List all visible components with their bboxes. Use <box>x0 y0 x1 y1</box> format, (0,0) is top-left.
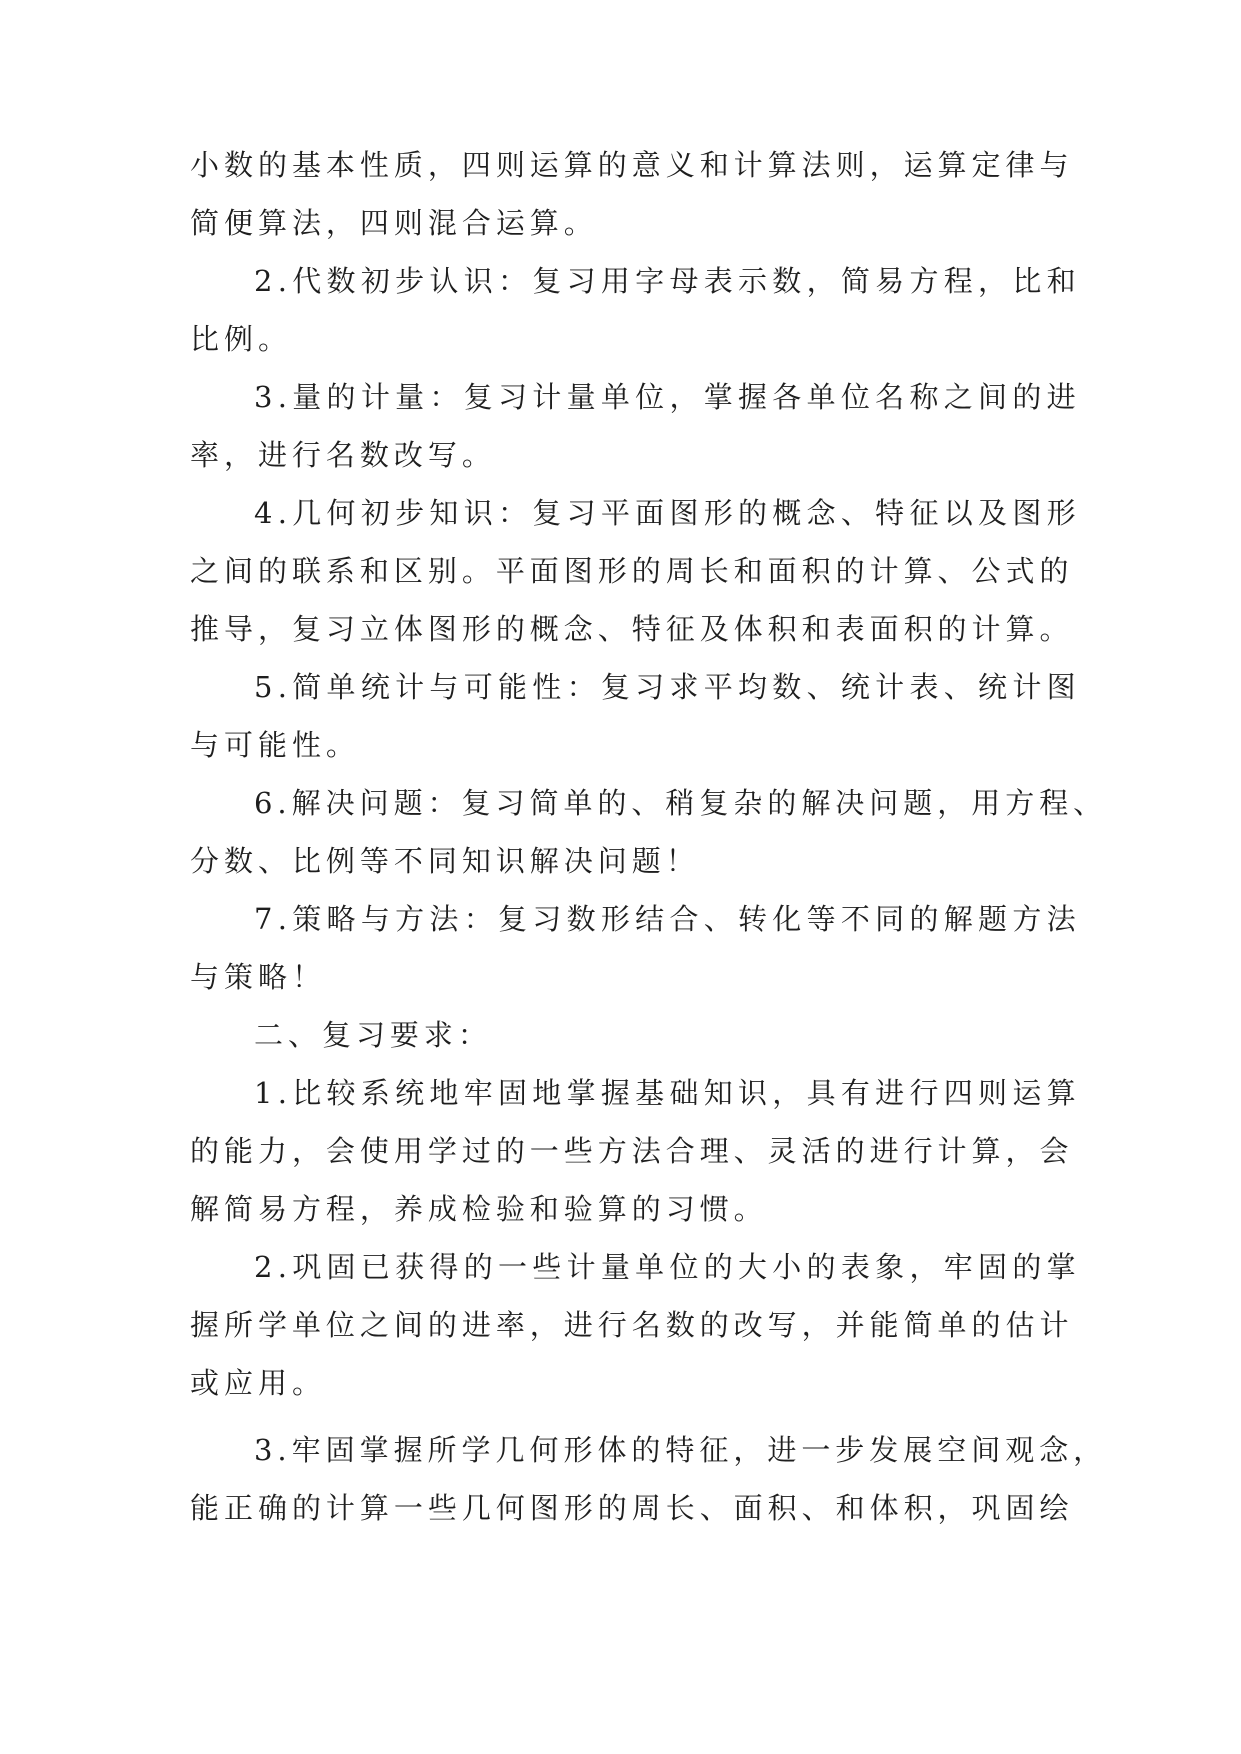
text-line: 5.简单统计与可能性：复习求平均数、统计表、统计图 <box>254 670 1081 704</box>
text-line: 的能力，会使用学过的一些方法合理、灵活的进行计算，会 <box>190 1134 1074 1168</box>
text-line: 2.巩固已获得的一些计量单位的大小的表象，牢固的掌 <box>254 1250 1081 1284</box>
text-line: 推导，复习立体图形的概念、特征及体积和表面积的计算。 <box>190 612 1074 646</box>
text-line: 比例。 <box>190 322 292 356</box>
text-line: 与可能性。 <box>190 728 360 762</box>
text-line: 简便算法，四则混合运算。 <box>190 206 598 240</box>
text-line: 小数的基本性质，四则运算的意义和计算法则，运算定律与 <box>190 148 1074 182</box>
text-line: 2.代数初步认识：复习用字母表示数，简易方程，比和 <box>254 264 1081 298</box>
text-line: 解简易方程，养成检验和验算的习惯。 <box>190 1192 768 1226</box>
text-line: 握所学单位之间的进率，进行名数的改写，并能简单的估计 <box>190 1308 1074 1342</box>
text-line: 分数、比例等不同知识解决问题！ <box>190 844 700 878</box>
text-line: 1.比较系统地牢固地掌握基础知识，具有进行四则运算 <box>254 1076 1081 1110</box>
text-line: 之间的联系和区别。平面图形的周长和面积的计算、公式的 <box>190 554 1074 588</box>
text-line: 率，进行名数改写。 <box>190 438 496 472</box>
text-line: 6.解决问题：复习简单的、稍复杂的解决问题，用方程、 <box>254 786 1108 820</box>
text-line: 与策略！ <box>190 960 326 994</box>
section-heading: 二、复习要求： <box>254 1018 492 1052</box>
text-line: 4.几何初步知识：复习平面图形的概念、特征以及图形 <box>254 496 1081 530</box>
text-line: 3.牢固掌握所学几何形体的特征，进一步发展空间观念， <box>254 1433 1108 1467</box>
text-line: 7.策略与方法：复习数形结合、转化等不同的解题方法 <box>254 902 1081 936</box>
text-line: 3.量的计量：复习计量单位，掌握各单位名称之间的进 <box>254 380 1081 414</box>
text-line: 或应用。 <box>190 1366 326 1400</box>
text-line: 能正确的计算一些几何图形的周长、面积、和体积，巩固绘 <box>190 1491 1074 1525</box>
